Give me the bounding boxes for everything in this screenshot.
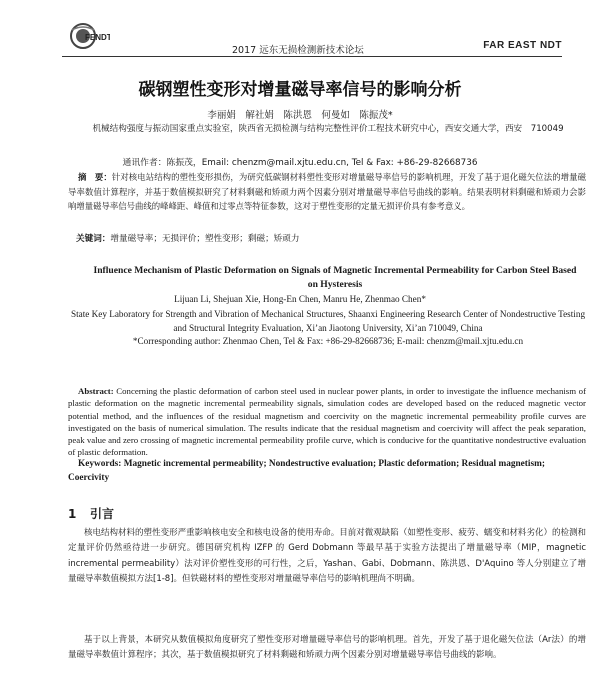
- affiliation-en: [68, 308, 588, 349]
- logo-text: FENDT: [85, 33, 110, 42]
- conference-name-cn: 2017 远东无损检测新技术论坛: [232, 45, 364, 56]
- authors-en: Lijuan Li, Shejuan Xie, Hong-En Chen, Manru He, Zhenmao Chen*: [174, 294, 426, 304]
- keywords-en-label: Keywords:: [78, 459, 122, 469]
- fendt-logo-icon: [70, 20, 110, 52]
- conference-name-en: FAR EAST NDT: [483, 40, 562, 51]
- intro-paragraph-2: 基于以上背景，本研究从数值模拟角度研究了塑性变形对增量磁导率信号的影响机理。首先，开发了基于退化磁矢位法（Ar法）的增量磁导率数值计算程序；其次，基于数值模拟研究了材料剩磁和矫顽力两个因素分别对增量磁导率信号曲线的影响。: [68, 635, 586, 661]
- affiliation-en-text: State Key Laboratory for Strength and Vibration of Mechanical Structures, Shaanxi Engineering Research Center of Nondestructive Testing and Structural Integrity Evaluation, Xi’an Jiaotong University, Xi’an 710049, China: [70, 309, 586, 333]
- section-number: 1: [68, 507, 77, 521]
- paper-title-en: Influence Mechanism of Plastic Deformation on Signals of Magnetic Incremental Permeability for Carbon Steel Based on Hysteresis: [93, 265, 577, 290]
- section-heading: [68, 505, 114, 522]
- abstract-cn-label: 摘 要：: [78, 172, 112, 182]
- keywords-cn-label: 关键词：: [76, 234, 111, 244]
- keywords-en-text: Magnetic incremental permeability; Nondestructive evaluation; Plastic deformation; Residual magnetism; Coercivity: [68, 459, 545, 483]
- corresponding-author-en: *Corresponding author: Zhenmao Chen, Tel & Fax: +86-29-82668736; E-mail: chenzm@mail.xjtu.edu.cn: [132, 336, 524, 346]
- affiliation-cn: 机械结构强度与振动国家重点实验室，陕西省无损检测与结构完整性评价工程技术研究中心，西安交通大学，西安 710049: [92, 124, 564, 134]
- conference-logo: [70, 20, 110, 52]
- corresponding-author-cn: 通讯作者：陈振茂，Email: chenzm@mail.xjtu.edu.cn, Tel & Fax: +86-29-82668736: [122, 158, 478, 168]
- abstract-en-label: Abstract:: [78, 386, 114, 396]
- abstract-cn: [68, 170, 586, 214]
- authors-cn: 李丽娟 解社娟 陈洪恩 何曼如 陈振茂*: [207, 110, 393, 121]
- abstract-cn-text: 针对核电站结构的塑性变形损伤，为研究低碳钢材料塑性变形对增量磁导率信号的影响机理，开发了基于退化磁矢位法的增量磁导率数值计算程序，并基于数值模拟研究了材料剩磁和矫顽力两个因素分别对增量磁导率信号曲线的影响。结果表明材料剩磁和矫顽力会影响增量磁导率信号曲线的峰峰距、峰值和过零点等特征参数，这对于塑性变形的定量无损评价具有参考意义。: [68, 172, 586, 212]
- keywords-en: [68, 458, 586, 485]
- abstract-en-text: Concerning the plastic deformation of carbon steel used in nuclear power plants, in order to investigate the influence mechanism of plastic deformation on the magnetic incremental permeability signals, simulation codes are developed based on the reduced magnetic vector potential method, and the influences of the residual magnetism and coercivity on the magnetic incremental permeability profile curves are investigated on the basis of numerical simulation. The results indicate that the residual magnetism and coercivity will affect the peak separation, peak value and zero crossing of magnetic incremental permeability profile curve, which is conducive for the quantitative nondestructive evaluation of plastic deformation.: [68, 386, 586, 458]
- keywords-cn: [76, 232, 299, 244]
- keywords-cn-text: 增量磁导率；无损评价；塑性变形；剩磁；矫顽力: [110, 234, 300, 244]
- section-title: 引言: [90, 507, 115, 521]
- abstract-en: [68, 385, 586, 459]
- page-header: [62, 16, 562, 57]
- paper-title-cn: 碳钢塑性变形对增量磁导率信号的影响分析: [138, 80, 462, 100]
- intro-paragraph-1: 核电结构材料的塑性变形严重影响核电安全和核电设备的使用寿命。目前对微观缺陷（如塑性变形、疲劳、蠕变和材料劣化）的检测和定量评价仍然亟待进一步研究。德国研究机构 IZFP 的 Gerd Dobmann 等最早基于实验方法提出了增量磁导率（MIP，magnetic incremental permeability）法对评价塑性变形的可行性，之后，Yashan、Gabi、Dobmann、陈洪恩、D'Aquino 等人分别建立了增量磁导率数值模拟方法[1-8]。但铁磁材料的塑性变形对增量磁导率信号的影响机理尚不明确。: [68, 528, 586, 584]
